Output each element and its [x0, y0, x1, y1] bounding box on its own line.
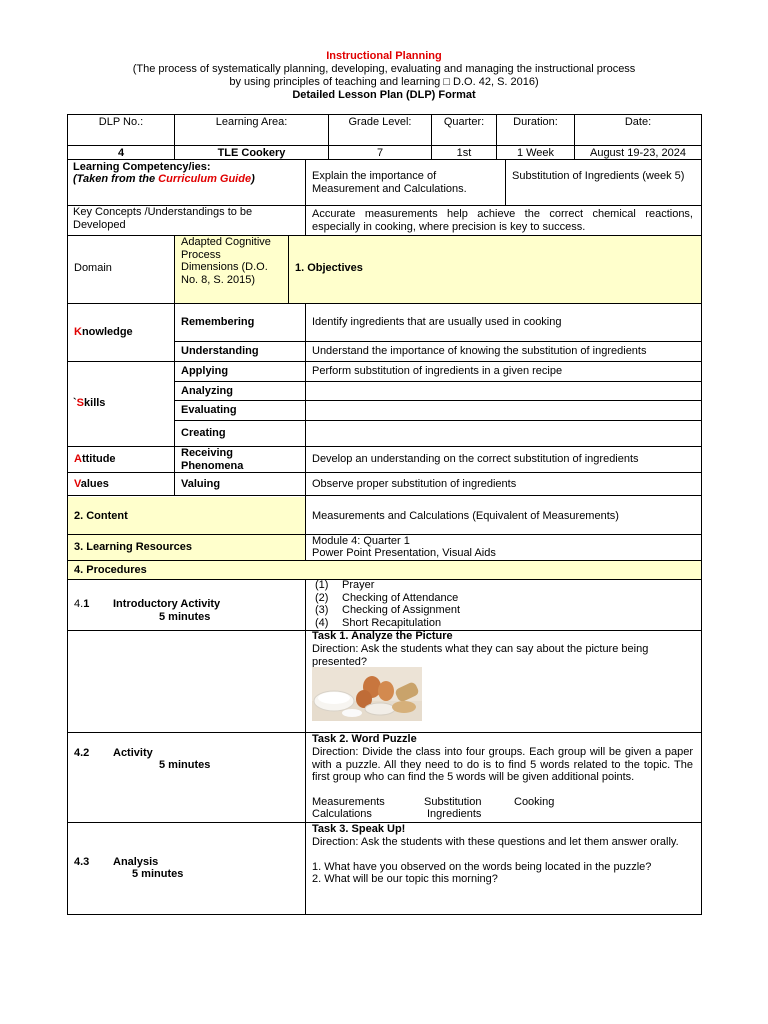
skills-rest: kills [84, 397, 106, 409]
competency-source-prefix: (Taken from the [73, 173, 159, 185]
adapted-cognitive-text: Adapted Cognitive Process Dimensions (D.O. No. 8, S. 2015) [181, 236, 271, 286]
intro-number-sub: 1 [83, 598, 90, 610]
values-objective: Observe proper substitution of ingredients [312, 478, 517, 490]
puzzle-word-ingredients: Ingredients [427, 808, 482, 820]
activity-minutes: 5 minutes [159, 759, 211, 771]
intro-item-3: Checking of Assignment [342, 604, 461, 616]
dlp-format-title: Detailed Lesson Plan (DLP) Format [292, 89, 476, 101]
activity-title: Activity [113, 747, 153, 759]
analyzing-level: Analyzing [181, 385, 233, 397]
skills-prefix: ` [73, 397, 77, 409]
learning-area-value: TLE Cookery [217, 147, 286, 159]
intro-item-2: Checking of Attendance [342, 592, 459, 604]
competency-text: Explain the importance of Measurement and Calculations. [312, 170, 467, 195]
task2-title: Task 2. Word Puzzle [312, 733, 417, 745]
intro-item-4: Short Recapitulation [342, 617, 442, 629]
understanding-objective: Understand the importance of knowing the substitution of ingredients [312, 345, 647, 357]
puzzle-word-cooking: Cooking [514, 796, 555, 808]
analysis-number: 4.3 [74, 856, 90, 868]
puzzle-word-calculations: Calculations [312, 808, 372, 820]
content-label: 2. Content [74, 510, 128, 522]
objectives-heading: 1. Objectives [295, 262, 363, 274]
attitude-objective: Develop an understanding on the correct substitution of ingredients [312, 453, 639, 465]
competency-source-suffix: ) [251, 173, 255, 185]
instructional-planning-title: Instructional Planning [326, 50, 442, 62]
knowledge-rest: nowledge [81, 326, 133, 338]
duration-label: Duration: [513, 116, 558, 128]
resources-line-1: Module 4: Quarter 1 [312, 535, 410, 547]
header-line-2: by using principles of teaching and learning □ D.O. 42, S. 2016) [229, 76, 539, 88]
content-text: Measurements and Calculations (Equivalent of Measurements) [312, 510, 619, 522]
quarter-label: Quarter: [443, 116, 485, 128]
intro-number-main: 4. [74, 598, 84, 610]
analysis-title: Analysis [113, 856, 159, 868]
competency-label: Learning Competency/ies: [73, 161, 211, 173]
curriculum-guide-text: Curriculum Guide [158, 173, 252, 185]
key-concepts-text: Accurate measurements help achieve the correct chemical reactions, especially in cooking, where precision is key to success. [312, 208, 693, 233]
competency-week: Substitution of Ingredients (week 5) [512, 170, 685, 182]
values-label [74, 478, 109, 491]
quarter-value: 1st [456, 147, 472, 159]
header-line-1: (The process of systematically planning, developing, evaluating and managing the instructional process [132, 63, 636, 75]
valuing-level: Valuing [181, 478, 221, 490]
attitude-label [74, 453, 116, 466]
remembering-objective: Identify ingredients that are usually used in cooking [312, 316, 562, 328]
duration-value: 1 Week [516, 147, 555, 159]
creating-level: Creating [181, 427, 226, 439]
domain-label: Domain [74, 262, 112, 274]
intro-item-4-num: (4) [315, 617, 329, 629]
attitude-letter: A [74, 453, 82, 465]
knowledge-letter: K [74, 326, 82, 338]
resources-label: 3. Learning Resources [74, 541, 192, 553]
key-concepts-label: Key Concepts /Understandings to be Developed [73, 206, 253, 231]
competency-source [73, 173, 255, 186]
evaluating-level: Evaluating [181, 404, 237, 416]
applying-objective: Perform substitution of ingredients in a given recipe [312, 365, 563, 377]
date-label: Date: [624, 116, 652, 128]
task1-direction: Direction: Ask the students what they can say about the picture being presented? [312, 643, 649, 668]
receiving-phenomena-level: Receiving Phenomena [181, 447, 244, 472]
intro-number [74, 598, 89, 611]
analysis-question-1: 1. What have you observed on the words being located in the puzzle? [312, 861, 652, 873]
baking-ingredients-illustration [312, 667, 422, 721]
dlp-no-label: DLP No.: [98, 116, 144, 128]
date-value: August 19-23, 2024 [589, 147, 687, 159]
intro-minutes: 5 minutes [159, 611, 211, 623]
intro-item-1: Prayer [342, 579, 375, 591]
task3-direction: Direction: Ask the students with these questions and let them answer orally. [312, 836, 679, 848]
values-letter: V [74, 478, 81, 490]
intro-item-1-num: (1) [315, 579, 329, 591]
intro-item-3-num: (3) [315, 604, 329, 616]
applying-level: Applying [181, 365, 229, 377]
activity-number: 4.2 [74, 747, 90, 759]
puzzle-word-measurements: Measurements [312, 796, 385, 808]
analysis-minutes: 5 minutes [132, 868, 184, 880]
understanding-level: Understanding [181, 345, 259, 357]
puzzle-word-substitution: Substitution [424, 796, 482, 808]
analysis-question-2: 2. What will be our topic this morning? [312, 873, 498, 885]
knowledge-label [74, 326, 133, 339]
intro-item-2-num: (2) [315, 592, 329, 604]
task1-title: Task 1. Analyze the Picture [312, 630, 453, 642]
procedures-highlight [68, 561, 701, 580]
task2-direction: Direction: Divide the class into four groups. Each group will be given a paper with a puzzle. All they need to do is to find 5 words related to the topic. The first group who can find the 5 words will be given additional points. [312, 746, 693, 783]
values-rest: alues [80, 478, 109, 490]
document-header [0, 50, 768, 102]
skills-label [73, 397, 105, 410]
task3-title: Task 3. Speak Up! [312, 823, 406, 835]
grade-level-label: Grade Level: [348, 116, 412, 128]
skills-letter: S [76, 397, 85, 409]
remembering-level: Remembering [181, 316, 255, 328]
intro-title: Introductory Activity [113, 598, 221, 610]
resources-line-2: Power Point Presentation, Visual Aids [312, 547, 496, 559]
attitude-rest: ttitude [81, 453, 116, 465]
baking-ingredients-image [312, 667, 422, 721]
procedures-label: 4. Procedures [74, 564, 147, 576]
grade-level-value: 7 [376, 147, 384, 159]
dlp-no-value: 4 [117, 147, 125, 159]
learning-area-label: Learning Area: [215, 116, 288, 128]
